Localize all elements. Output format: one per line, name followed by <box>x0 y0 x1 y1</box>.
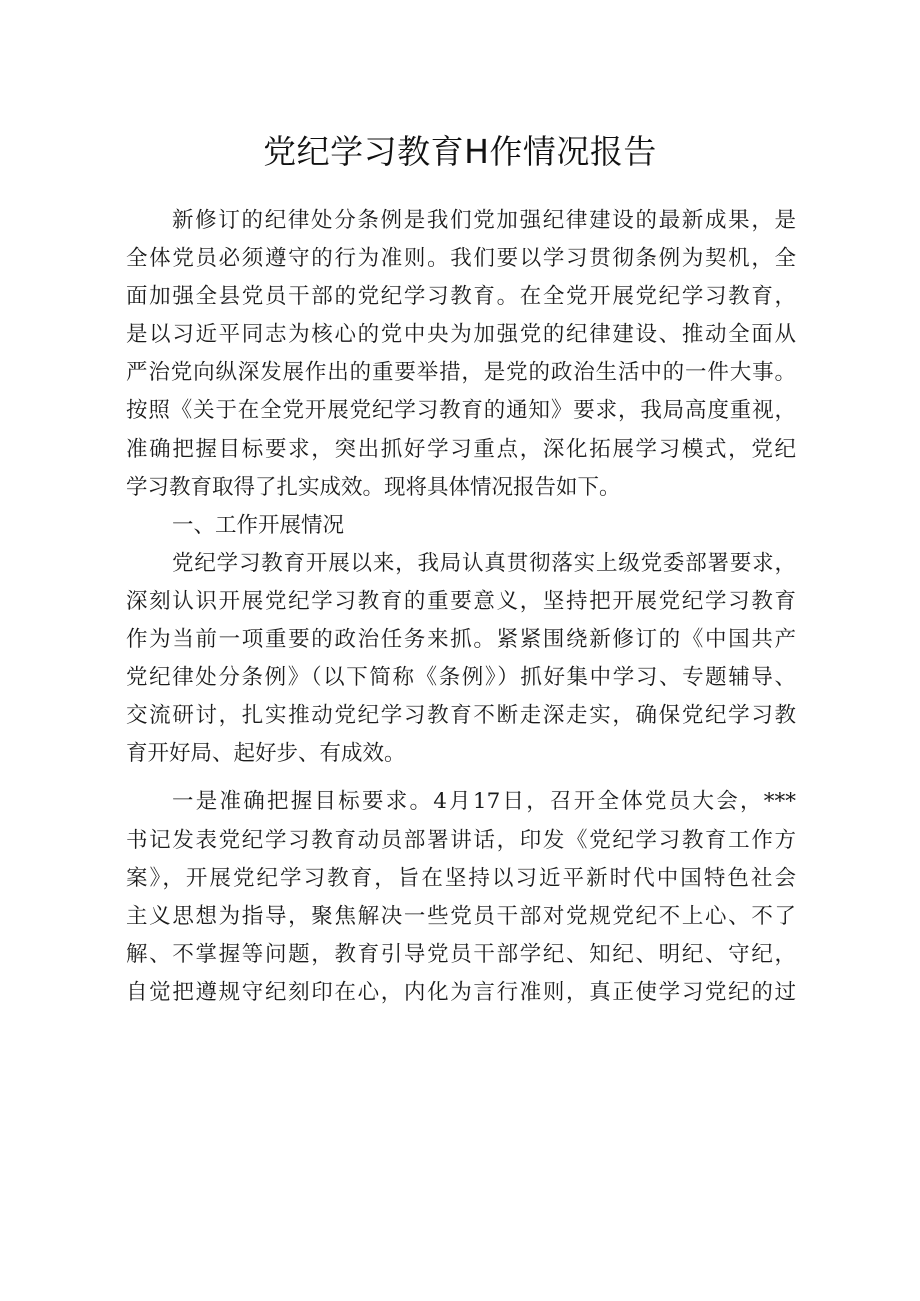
document-title: 党纪学习教育H作情况报告 <box>263 132 657 171</box>
text-line: 深刻认识开展党纪学习教育的重要意义，坚持把开展党纪学习教育 <box>126 588 796 614</box>
text-line: 严治党向纵深发展作出的重要举措，是党的政治生活中的一件大事。 <box>126 360 796 386</box>
text-line: 全体党员必须遵守的行为准则。我们要以学习贯彻条例为契机，全 <box>126 246 796 272</box>
text-line: 党纪学习教育开展以来，我局认真贯彻落实上级党委部署要求， <box>172 550 796 576</box>
text-line: 新修订的纪律处分条例是我们党加强纪律建设的最新成果，是 <box>172 208 796 233</box>
paragraph-intro <box>126 202 796 507</box>
text-line: 交流研讨，扎实推动党纪学习教育不断走深走实，确保党纪学习教 <box>126 703 796 729</box>
text-line: 解、不掌握等问题，教育引导党员干部学纪、知纪、明纪、守纪， <box>126 941 796 967</box>
text-line: 育开好局、起好步、有成效。 <box>126 741 406 767</box>
text-line: 作为当前一项重要的政治任务来抓。紧紧围绕新修订的《中国共产 <box>126 627 796 653</box>
text-line: 学习教育取得了扎实成效。现将具体情况报告如下。 <box>126 474 621 500</box>
text-line: 是以习近平同志为核心的党中央为加强党的纪律建设、推动全面从 <box>126 322 796 348</box>
text-line: 书记发表党纪学习教育动员部署讲话，印发《党纪学习教育工作方 <box>126 827 796 853</box>
text-line: 面加强全县党员干部的党纪学习教育。在全党开展党纪学习教育， <box>126 284 796 310</box>
paragraph-work-overview <box>126 545 796 774</box>
document-body <box>126 202 796 1012</box>
text-line: 一是准确把握目标要求。4月17日，召开全体党员大会，*** <box>172 789 796 815</box>
paragraph-goals <box>126 783 796 1012</box>
text-line: 准确把握目标要求，突出抓好学习重点，深化拓展学习模式，党纪 <box>126 436 796 462</box>
section-heading <box>126 507 796 545</box>
text-line: 主义思想为指导，聚焦解决一些党员干部对党规党纪不上心、不了 <box>126 903 796 929</box>
text-line: 案》，开展党纪学习教育，旨在坚持以习近平新时代中国特色社会 <box>126 865 796 891</box>
text-line: 党纪律处分条例》（以下简称《条例》）抓好集中学习、专题辅导、 <box>126 665 796 691</box>
text-line: 自觉把遵规守纪刻印在心，内化为言行准则，真正使学习党纪的过 <box>126 979 796 1005</box>
text-line: 一、工作开展情况 <box>172 512 345 538</box>
text-line: 按照《关于在全党开展党纪学习教育的通知》要求，我局高度重视， <box>126 398 796 424</box>
